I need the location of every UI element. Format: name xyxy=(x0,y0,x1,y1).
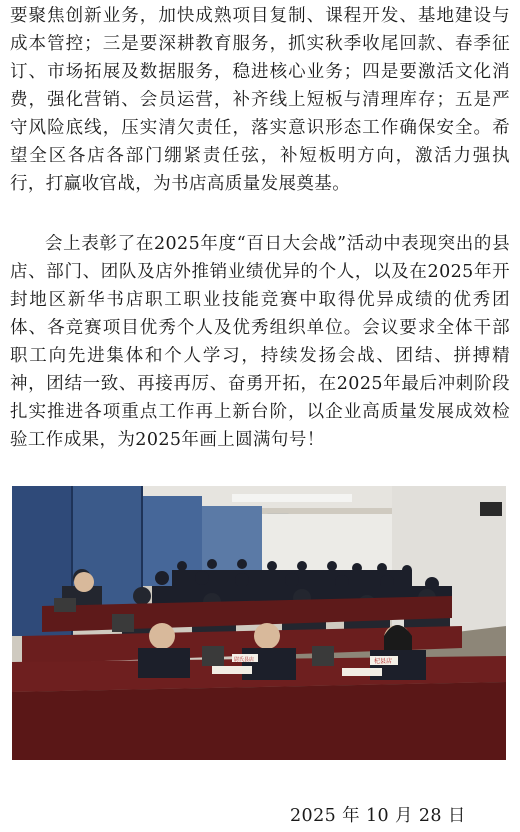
article-paragraph-1: 要聚焦创新业务，加快成熟项目复制、课程开发、基地建设与成本管控；三是要深耕教育服务，抓实秋季收尾回款、春季征订、市场拓展及数据服务，稳进核心业务；四是要激活文化消费，强化营销、会员运营，补齐线上短板与清理库存；五是严守风险底线，压实清欠责任，落实意识形态工作确保安全。希望全区各店各部门绷紧责任弦，补短板明方向，激活力强执行，打赢收官战，为书店高质量发展奠基。 xyxy=(10,6,510,194)
meeting-photo xyxy=(12,486,506,760)
nameplate-1: 尉氏县店 xyxy=(234,657,255,663)
article-paragraph-2: 会上表彰了在2025年度“百日大会战”活动中表现突出的县店、部门、团队及店外推销业绩优异的个人，以及在2025年开封地区新华书店职工职业技能竞赛中取得优异成绩的优秀团体、各竞赛项目优秀个人及优秀组织单位。会议要求全体干部职工向先进集体和个人学习，持续发扬会战、团结、拼搏精神，团结一致、再接再厉、奋勇开拓，在2025年最后冲刺阶段扎实推进各项重点工作再上新台阶，以企业高质量发展成效检验工作成果，为2025年画上圆满句号！ xyxy=(10,234,510,450)
publish-date: 2025 年 10 月 28 日 xyxy=(290,806,466,826)
nameplate-2: 杞县店 xyxy=(374,658,393,665)
meeting-photo-illustration xyxy=(12,486,506,760)
